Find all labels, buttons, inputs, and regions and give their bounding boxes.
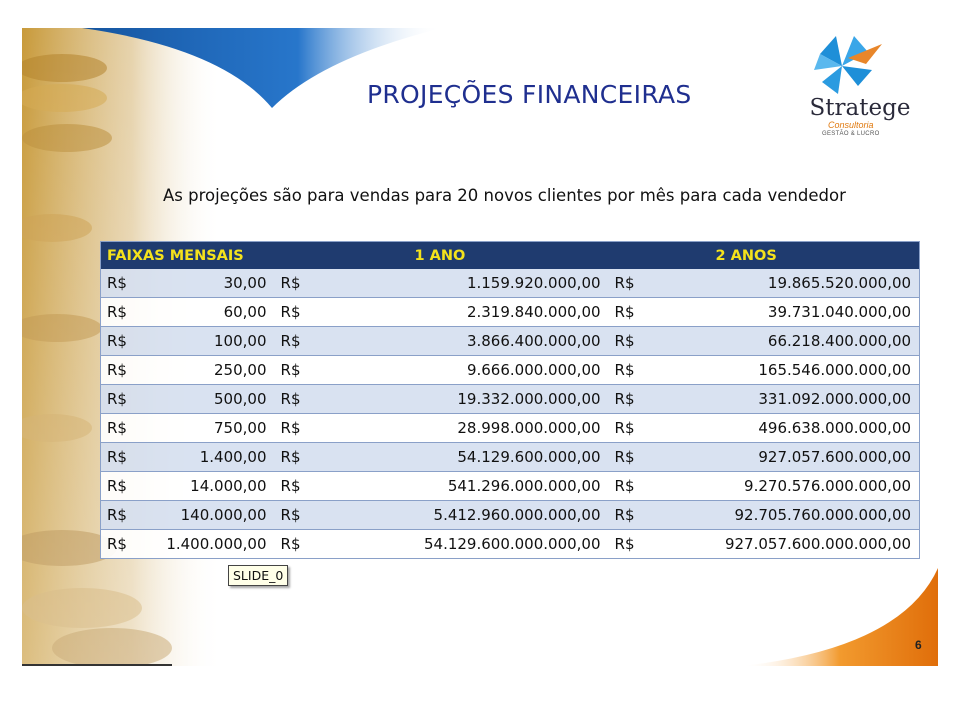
ano2-value: 66.218.400.000,00 <box>655 327 920 356</box>
currency-label: R$ <box>609 472 655 501</box>
currency-label: R$ <box>609 530 655 559</box>
ano1-value: 54.129.600.000,00 <box>321 443 609 472</box>
currency-label: R$ <box>609 269 655 298</box>
logo-name: Stratege <box>809 95 911 121</box>
logo-subtitle: Consultoria <box>828 120 874 130</box>
currency-label: R$ <box>101 472 147 501</box>
ano1-value: 3.866.400.000,00 <box>321 327 609 356</box>
currency-label: R$ <box>101 327 147 356</box>
table-row <box>101 385 920 414</box>
slide-title: PROJEÇÕES FINANCEIRAS <box>367 80 692 109</box>
ano2-value: 92.705.760.000.000,00 <box>655 501 920 530</box>
faixa-value: 750,00 <box>147 414 275 443</box>
table-row <box>101 298 920 327</box>
currency-label: R$ <box>609 385 655 414</box>
ano2-value: 165.546.000.000,00 <box>655 356 920 385</box>
projections-table <box>100 241 920 559</box>
table-body <box>101 269 920 559</box>
faixa-value: 1.400.000,00 <box>147 530 275 559</box>
currency-label: R$ <box>275 501 321 530</box>
ano1-value: 5.412.960.000.000,00 <box>321 501 609 530</box>
ano1-value: 9.666.000.000,00 <box>321 356 609 385</box>
slide <box>22 28 938 666</box>
header-1-ano: 1 ANO <box>275 242 609 270</box>
currency-label: R$ <box>275 327 321 356</box>
faixa-value: 1.400,00 <box>147 443 275 472</box>
faixa-value: 140.000,00 <box>147 501 275 530</box>
ano1-value: 1.159.920.000,00 <box>321 269 609 298</box>
currency-label: R$ <box>101 356 147 385</box>
currency-label: R$ <box>101 298 147 327</box>
faixa-value: 30,00 <box>147 269 275 298</box>
tooltip: SLIDE_0 <box>228 565 288 586</box>
currency-label: R$ <box>101 385 147 414</box>
ano1-value: 54.129.600.000.000,00 <box>321 530 609 559</box>
currency-label: R$ <box>275 269 321 298</box>
ano2-value: 927.057.600.000,00 <box>655 443 920 472</box>
faixa-value: 60,00 <box>147 298 275 327</box>
currency-label: R$ <box>609 298 655 327</box>
table-row <box>101 501 920 530</box>
currency-label: R$ <box>101 530 147 559</box>
page-number: 6 <box>915 638 922 652</box>
table-row <box>101 356 920 385</box>
currency-label: R$ <box>101 501 147 530</box>
currency-label: R$ <box>275 530 321 559</box>
table-row <box>101 443 920 472</box>
faixa-value: 100,00 <box>147 327 275 356</box>
currency-label: R$ <box>609 443 655 472</box>
currency-label: R$ <box>275 298 321 327</box>
ano2-value: 927.057.600.000.000,00 <box>655 530 920 559</box>
currency-label: R$ <box>275 472 321 501</box>
currency-label: R$ <box>609 414 655 443</box>
header-2-anos: 2 ANOS <box>609 242 920 270</box>
ano1-value: 28.998.000.000,00 <box>321 414 609 443</box>
currency-label: R$ <box>275 356 321 385</box>
table-row <box>101 472 920 501</box>
table-row <box>101 327 920 356</box>
currency-label: R$ <box>101 414 147 443</box>
ano2-value: 19.865.520.000,00 <box>655 269 920 298</box>
faixa-value: 14.000,00 <box>147 472 275 501</box>
faixa-value: 250,00 <box>147 356 275 385</box>
currency-label: R$ <box>609 327 655 356</box>
ano1-value: 19.332.000.000,00 <box>321 385 609 414</box>
ano1-value: 2.319.840.000,00 <box>321 298 609 327</box>
table-row <box>101 414 920 443</box>
header-faixas: FAIXAS MENSAIS <box>101 242 275 270</box>
slide-subtitle: As projeções são para vendas para 20 novos clientes por mês para cada vendedor <box>163 186 846 205</box>
currency-label: R$ <box>609 501 655 530</box>
table-header-row <box>101 242 920 270</box>
ano1-value: 541.296.000.000,00 <box>321 472 609 501</box>
table-row <box>101 269 920 298</box>
faixa-value: 500,00 <box>147 385 275 414</box>
currency-label: R$ <box>101 443 147 472</box>
ano2-value: 9.270.576.000.000,00 <box>655 472 920 501</box>
divider <box>22 664 172 666</box>
currency-label: R$ <box>275 414 321 443</box>
currency-label: R$ <box>609 356 655 385</box>
logo-tagline: GESTÃO & LUCRO <box>822 131 880 137</box>
currency-label: R$ <box>275 385 321 414</box>
ano2-value: 496.638.000.000,00 <box>655 414 920 443</box>
table-row <box>101 530 920 559</box>
currency-label: R$ <box>101 269 147 298</box>
ano2-value: 331.092.000.000,00 <box>655 385 920 414</box>
ano2-value: 39.731.040.000,00 <box>655 298 920 327</box>
currency-label: R$ <box>275 443 321 472</box>
